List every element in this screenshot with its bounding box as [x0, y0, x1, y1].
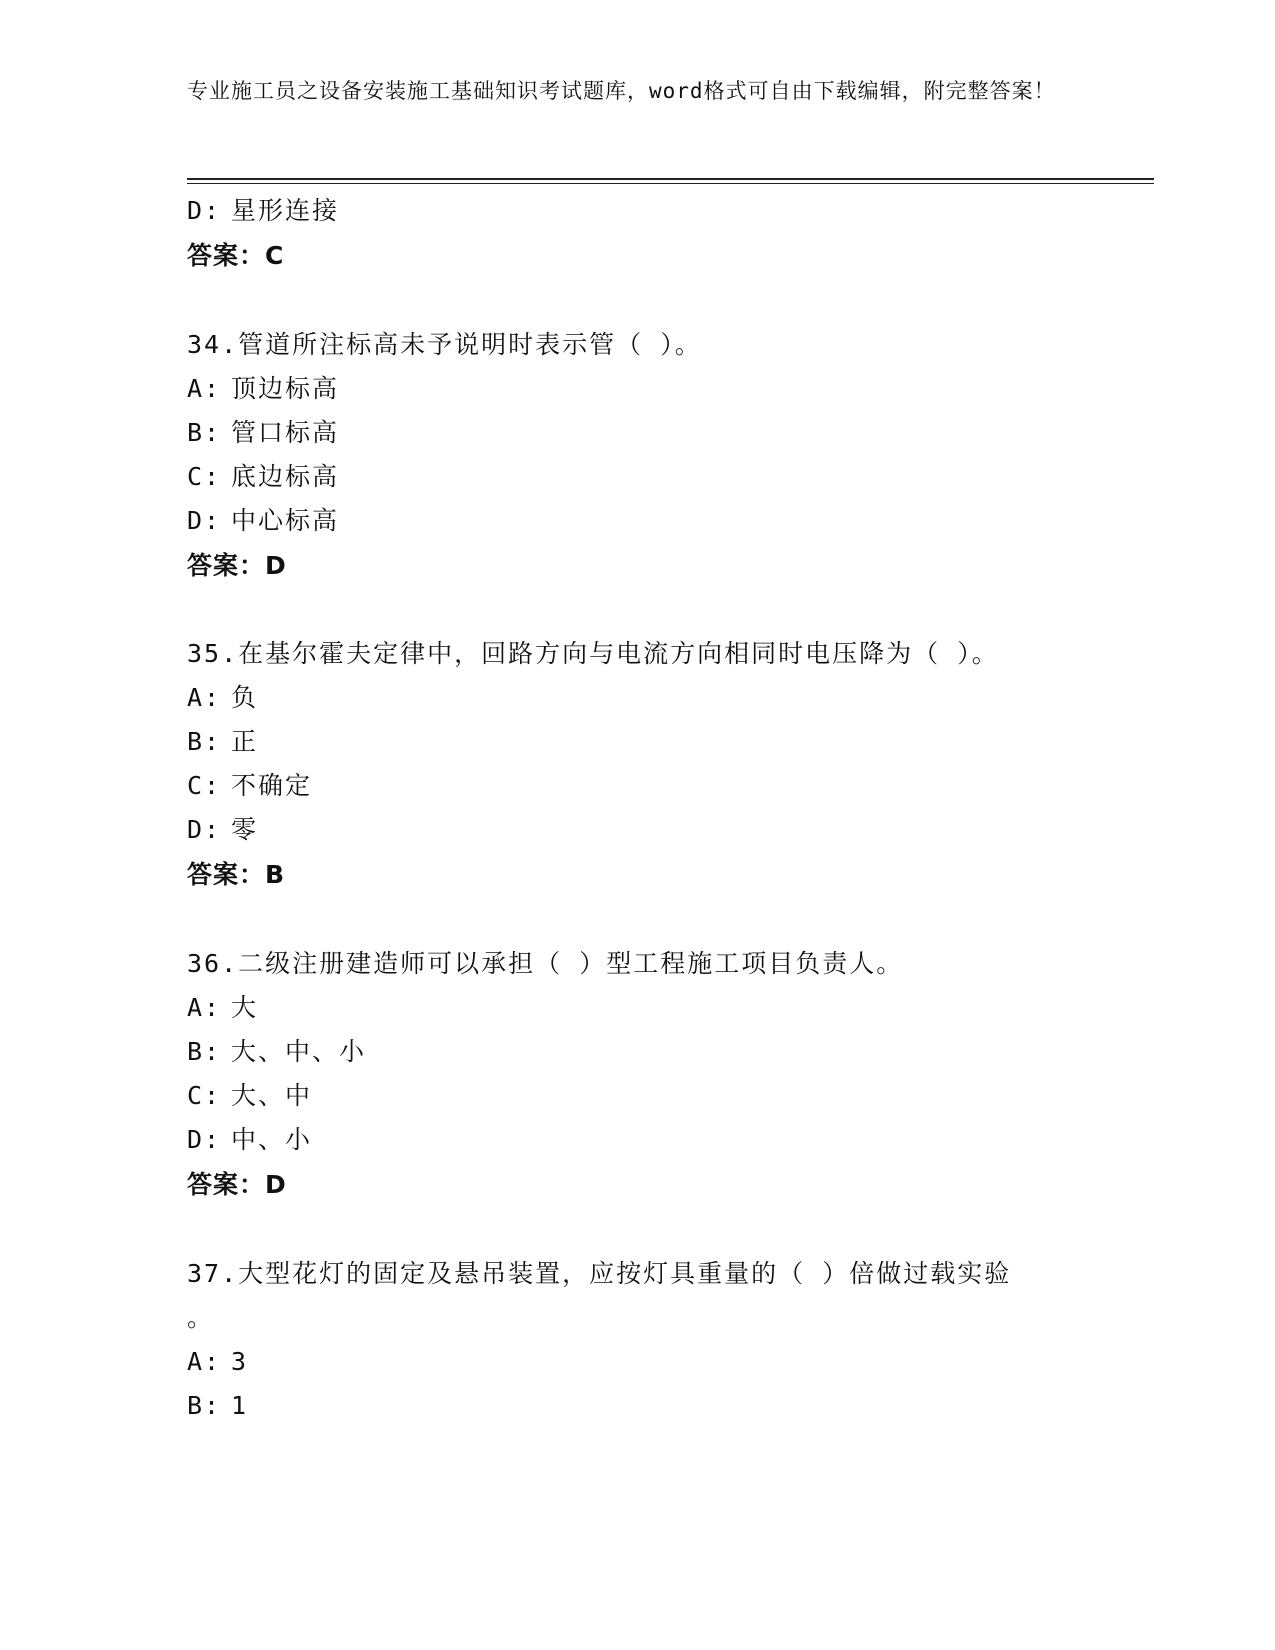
- option-label: D:: [187, 196, 222, 225]
- option-label: D:: [187, 1125, 222, 1154]
- option-text: 大: [231, 993, 259, 1022]
- option-label: A:: [187, 993, 222, 1022]
- option-label: A:: [187, 1347, 222, 1376]
- option-label: C:: [187, 771, 222, 800]
- q37-option-b: [187, 1390, 248, 1422]
- option-text: 星形连接: [231, 196, 340, 225]
- option-label: C:: [187, 1081, 222, 1110]
- option-text: 零: [231, 815, 259, 844]
- question-34-stem: 34.管道所注标高未予说明时表示管（ ）。: [187, 330, 702, 359]
- option-label: B:: [187, 1391, 222, 1420]
- q35-option-c: [187, 770, 312, 802]
- option-label: A:: [187, 374, 222, 403]
- q36-answer: 答案：D: [187, 1170, 287, 1199]
- header-divider-thick: [187, 178, 1154, 180]
- q35-option-a: [187, 682, 258, 714]
- question-36-stem: 36.二级注册建造师可以承担（ ）型工程施工项目负责人。: [187, 949, 904, 978]
- q34-option-c: [187, 461, 339, 493]
- option-text: 管口标高: [231, 418, 340, 447]
- option-text: 底边标高: [231, 462, 340, 491]
- option-text: 正: [231, 727, 259, 756]
- q37-option-a: [187, 1346, 248, 1378]
- option-d-prev: [187, 195, 339, 227]
- option-text: 大、中、小: [231, 1037, 367, 1066]
- option-text: 负: [231, 683, 259, 712]
- q35-option-b: [187, 726, 258, 758]
- q36-option-b: [187, 1036, 366, 1068]
- q35-answer: 答案：B: [187, 860, 286, 889]
- option-label: B:: [187, 727, 222, 756]
- answer-prev: 答案：C: [187, 241, 285, 270]
- q36-option-a: [187, 992, 258, 1024]
- option-label: A:: [187, 683, 222, 712]
- option-text: 大、中: [231, 1081, 313, 1110]
- q34-option-b: [187, 417, 339, 449]
- option-text: 1: [231, 1391, 249, 1420]
- option-text: 中、小: [231, 1125, 313, 1154]
- q36-option-d: [187, 1124, 312, 1156]
- option-text: 不确定: [231, 771, 313, 800]
- q34-option-d: [187, 505, 339, 537]
- q35-option-d: [187, 814, 258, 846]
- option-text: 顶边标高: [231, 374, 340, 403]
- q36-option-c: [187, 1080, 312, 1112]
- option-label: D:: [187, 815, 222, 844]
- option-label: D:: [187, 506, 222, 535]
- document-header: 专业施工员之设备安装施工基础知识考试题库，word格式可自由下载编辑，附完整答案！: [187, 79, 1056, 103]
- q34-option-a: [187, 373, 339, 405]
- question-37-stem-continued: 。: [187, 1303, 215, 1332]
- option-label: B:: [187, 418, 222, 447]
- q34-answer: 答案：D: [187, 551, 287, 580]
- question-37-stem: 37.大型花灯的固定及悬吊装置，应按灯具重量的（ ）倍做过载实验: [187, 1259, 1012, 1288]
- option-text: 3: [231, 1347, 249, 1376]
- question-35-stem: 35.在基尔霍夫定律中，回路方向与电流方向相同时电压降为（ ）。: [187, 639, 999, 668]
- option-label: C:: [187, 462, 222, 491]
- header-divider-thin: [187, 183, 1154, 184]
- option-text: 中心标高: [231, 506, 340, 535]
- option-label: B:: [187, 1037, 222, 1066]
